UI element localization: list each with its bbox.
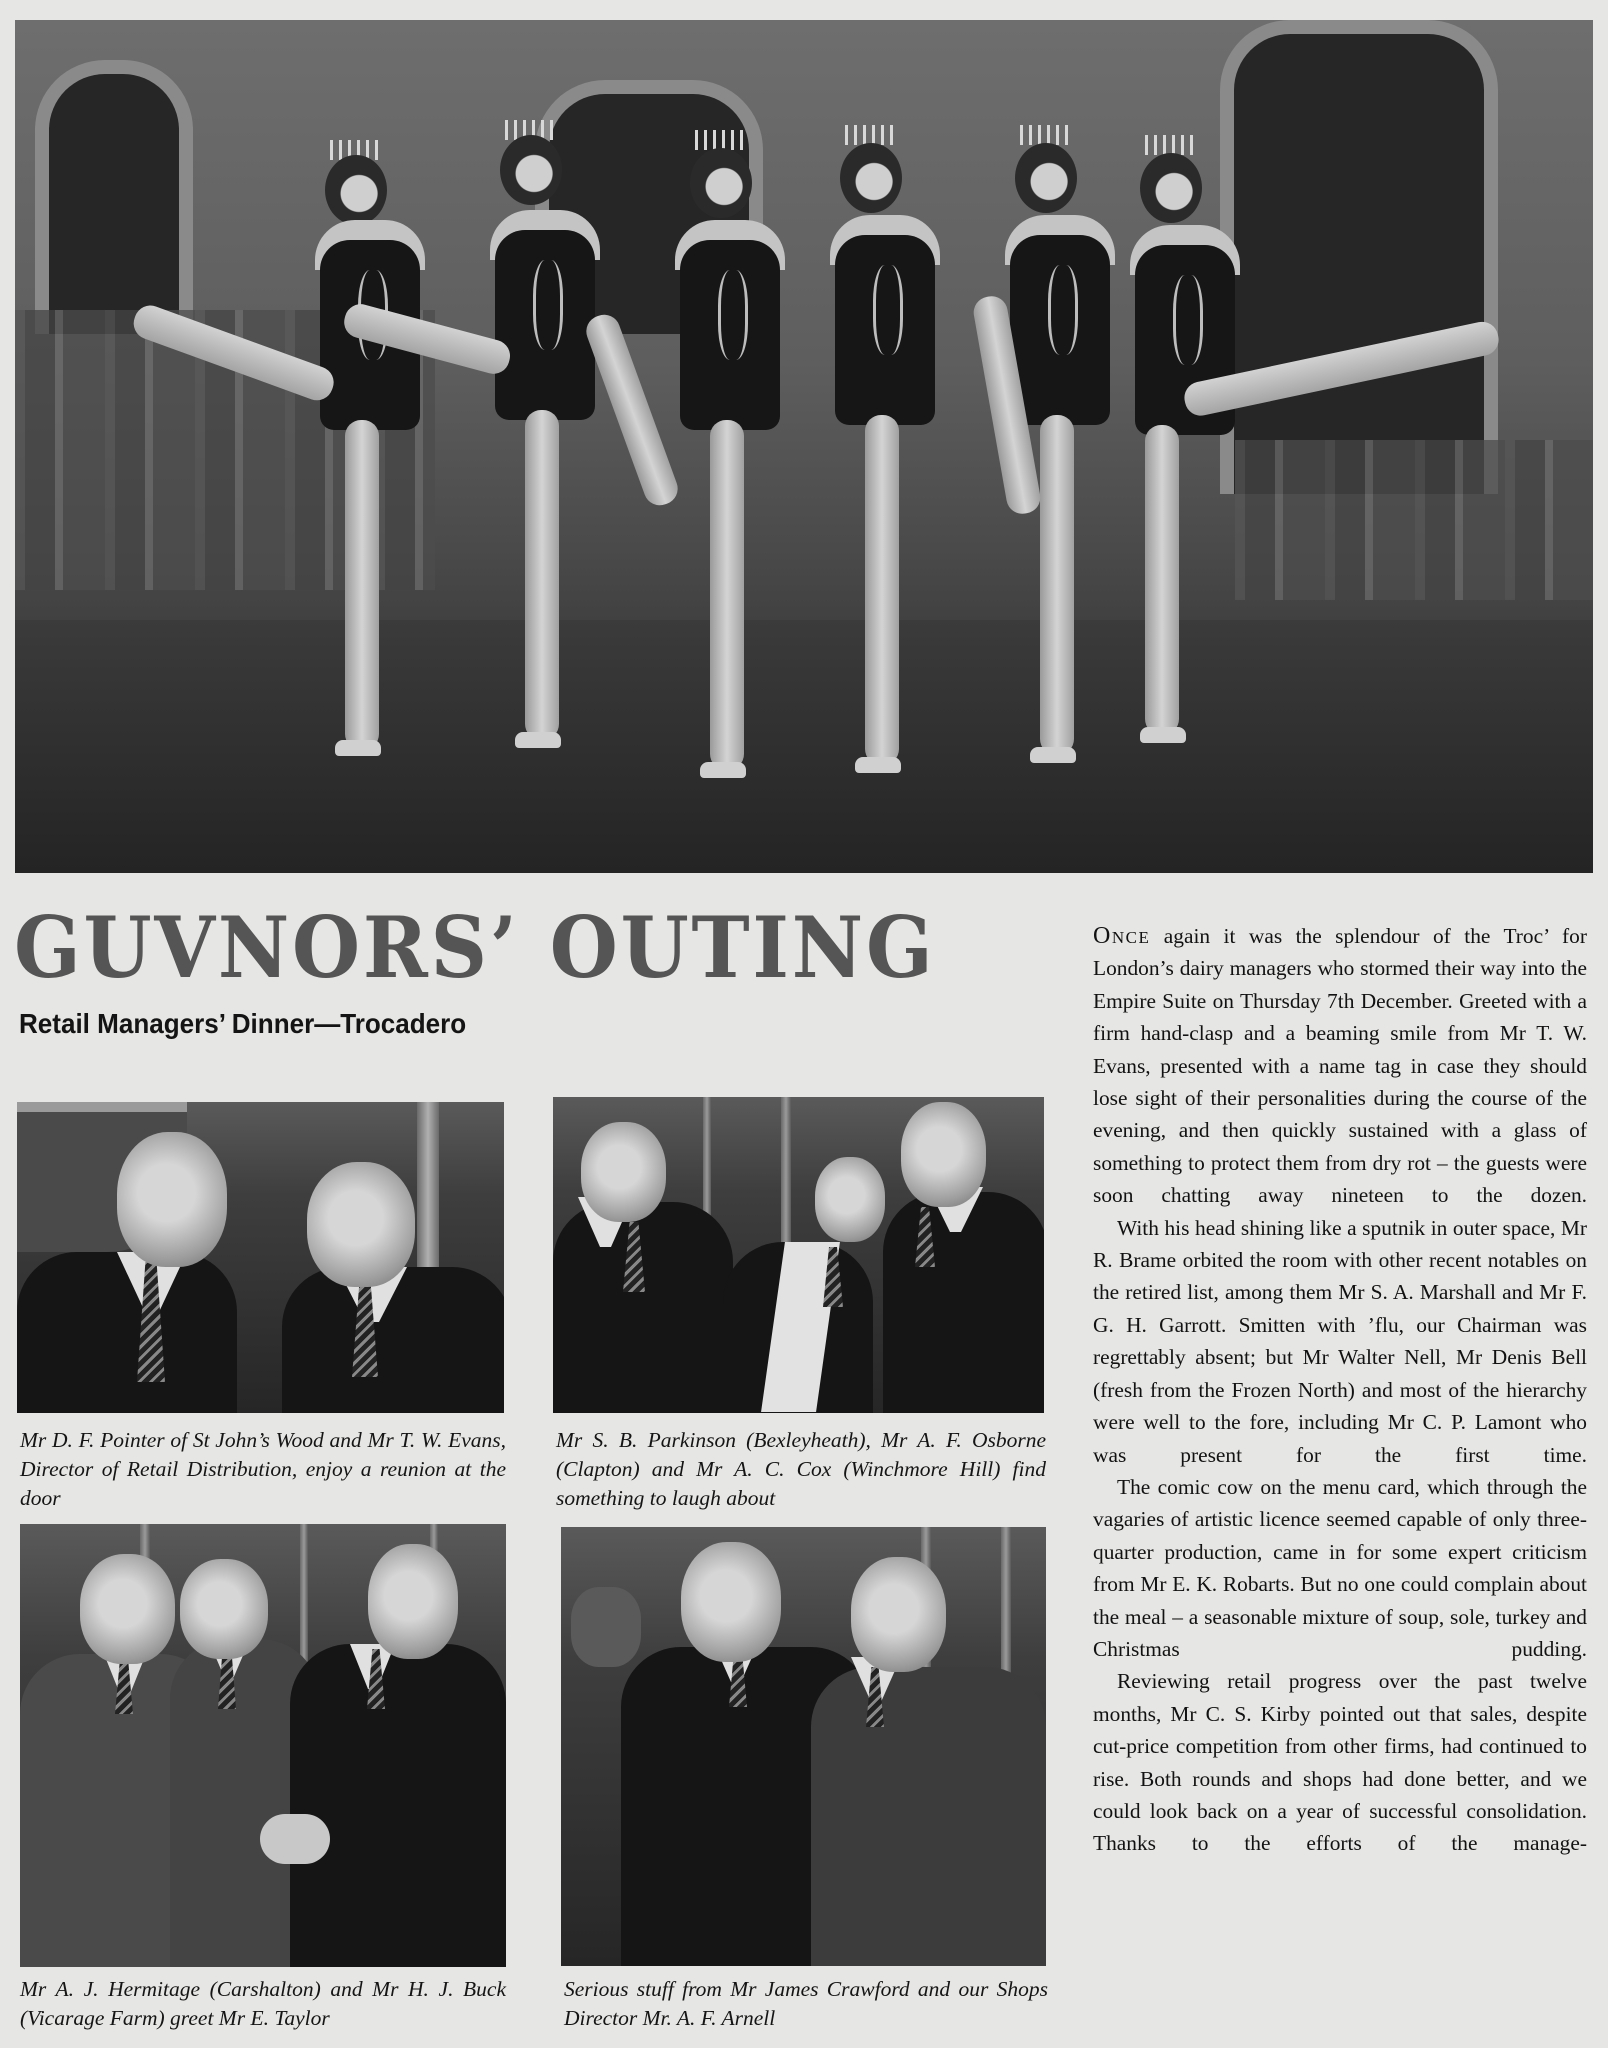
photo-caption: Mr A. J. Hermitage (Carshalton) and Mr H. J. Buck (Vicarage Farm) greet Mr E. Taylor bbox=[20, 1977, 506, 2030]
lead-word: Once bbox=[1093, 923, 1151, 949]
doorway-arch bbox=[1220, 20, 1498, 494]
hero-photo-dancers bbox=[15, 20, 1593, 873]
article-body bbox=[1093, 920, 1587, 1860]
handshake bbox=[260, 1814, 330, 1864]
article-paragraph: With his head shining like a sputnik in outer space, Mr R. Brame orbited the room with other recent notables on the retired list, among them Mr S. A. Marshall and Mr F. G. H. Garrott. Smitten with ’flu, our Chairman was regrettably absent; but Mr Walter Nell, Mr Denis Bell (fresh from the Frozen North) and most of the hierarchy were well to the fore, including Mr C. P. Lamont who was present for the first time. bbox=[1093, 1215, 1587, 1467]
photo-pointer-evans bbox=[17, 1102, 504, 1413]
article-paragraph: The comic cow on the menu card, which through the vagaries of artistic licence seemed capable of only three-quarter production, came in for some expert criticism from Mr E. K. Robarts. But no one could complain about the meal – a seasonable mixture of soup, sole, turkey and Christmas pudding. bbox=[1093, 1474, 1587, 1661]
doorway-arch bbox=[35, 60, 193, 334]
photo-hermitage-buck-taylor bbox=[20, 1524, 506, 1967]
photo-parkinson-osborne-cox bbox=[553, 1097, 1044, 1413]
background-chairs bbox=[1235, 440, 1593, 600]
photo-caption: Serious stuff from Mr James Crawford and our Shops Director Mr. A. F. Arnell bbox=[564, 1977, 1048, 2030]
page-title: GUVNORS’ OUTING bbox=[14, 898, 936, 997]
photo-crawford-arnell bbox=[561, 1527, 1046, 1966]
photo-caption: Mr D. F. Pointer of St John’s Wood and Mr T. W. Evans, Director of Retail Distribution, enjoy a reunion at the door bbox=[20, 1428, 506, 1510]
article-paragraph: Reviewing retail progress over the past twelve months, Mr C. S. Kirby pointed out that sales, despite cut-price competition from other firms, had continued to rise. Both rounds and shops had done better, and we could look back on a year of successful consolidation. Thanks to the efforts of the manage- bbox=[1093, 1669, 1587, 1856]
photo-caption: Mr S. B. Parkinson (Bexleyheath), Mr A. F. Osborne (Clapton) and Mr A. C. Cox (Winchmore Hill) find something to laugh about bbox=[556, 1428, 1046, 1510]
page-subtitle: Retail Managers’ Dinner—Trocadero bbox=[19, 1008, 467, 1039]
ballroom-floor bbox=[15, 620, 1593, 873]
background-guest bbox=[571, 1587, 641, 1667]
article-paragraph: Once again it was the splendour of the Troc’ for London’s dairy managers who stormed their way into the Empire Suite on Thursday 7th December. Greeted with a firm hand-clasp and a beaming smile from Mr T. W. Evans, presented with a name tag in case they should lose sight of their personalities during the course of the evening, and then quickly sustained with a glass of something to protect them from dry rot – the guests were soon chatting away nineteen to the dozen. bbox=[1093, 923, 1587, 1208]
